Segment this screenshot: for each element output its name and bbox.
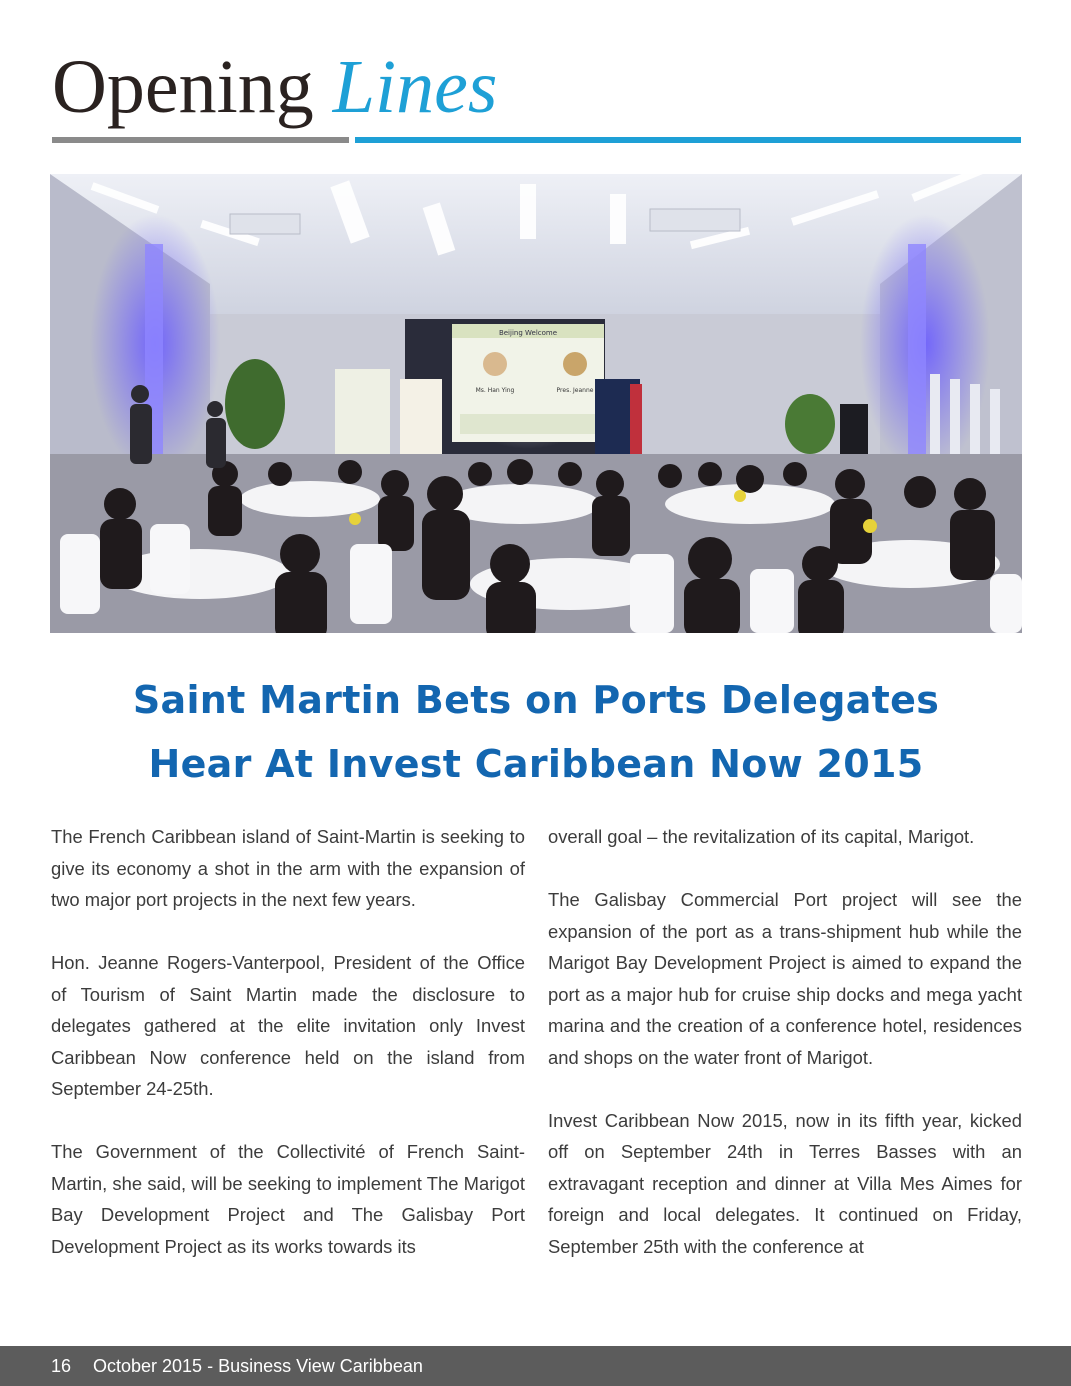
paragraph: overall goal – the revitalization of its capital, Marigot. bbox=[548, 826, 975, 847]
screen-header: Beijing Welcome bbox=[498, 329, 558, 337]
article-headline bbox=[40, 668, 1032, 796]
title-rule-blue bbox=[355, 137, 1021, 143]
publication-info: October 2015 - Business View Caribbean bbox=[93, 1356, 423, 1376]
paragraph: The French Caribbean island of Saint-Martin is seeking to give its economy a shot in the arm with the expansion of two major port projects in the next few years. bbox=[51, 826, 525, 910]
headline-line-1: Saint Martin Bets on Ports Delegates bbox=[132, 678, 940, 722]
paragraph: The Government of the Collectivité of French Saint-Martin, she said, will be seeking to implement The Marigot Bay Development Project and The Galisbay Port Development Project as its works towards its bbox=[51, 1141, 525, 1257]
title-rule-gray bbox=[52, 137, 349, 143]
paragraph: Hon. Jeanne Rogers-Vanterpool, President of the Office of Tourism of Saint Martin made the disclosure to delegates gathered at the elite invitation only Invest Caribbean Now conference held on the island from September 24-25th. bbox=[51, 952, 525, 1099]
article-column-right bbox=[548, 821, 1022, 1262]
section-title-word1: Opening bbox=[52, 45, 314, 129]
conference-photo bbox=[50, 174, 1022, 633]
paragraph: The Galisbay Commercial Port project will see the expansion of the port as a trans-shipment hub while the Marigot Bay Development Project is aimed to expand the port as a major hub for cruise ship docks and mega yacht marina and the creation of a conference hotel, residences and shops on the water front of Marigot. bbox=[548, 889, 1022, 1068]
article-column-left bbox=[51, 821, 525, 1262]
screen-name-1: Ms. Han Ying bbox=[475, 387, 515, 394]
headline-line-2: Hear At Invest Caribbean Now 2015 bbox=[148, 742, 924, 786]
section-title-word2: Lines bbox=[332, 45, 498, 129]
page-footer bbox=[0, 1346, 1071, 1386]
paragraph: Invest Caribbean Now 2015, now in its fifth year, kicked off on September 24th in Terres Basses with an extravagant reception and dinner at Villa Mes Aimes for foreign and local delegates. It continued on Friday, September 25th with the conference at bbox=[548, 1109, 1022, 1257]
page-number: 16 bbox=[51, 1356, 72, 1376]
section-title bbox=[52, 42, 497, 132]
screen-name-2: Pres. Jeanne bbox=[556, 387, 594, 394]
